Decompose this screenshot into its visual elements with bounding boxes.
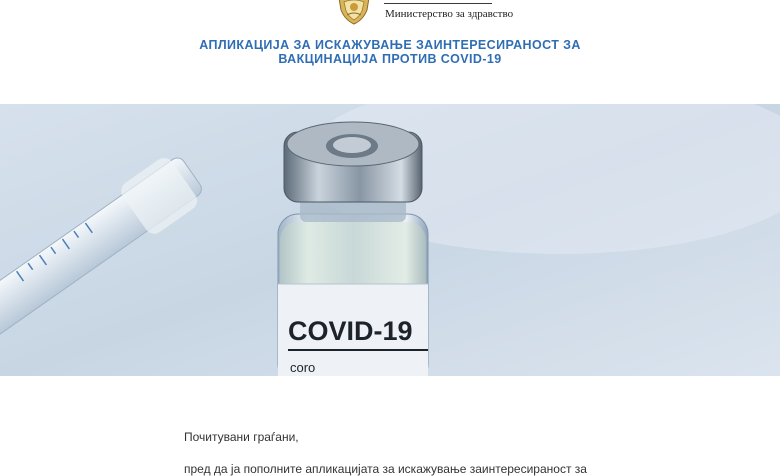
vial-sublabel: coro xyxy=(290,360,316,375)
page-title xyxy=(0,38,780,66)
vaccine-vial-illustration xyxy=(0,104,780,376)
hero-image xyxy=(0,104,780,376)
intro-text: пред да ја пополните апликацијата за искажување заинтересираност за xyxy=(184,462,587,476)
page-header xyxy=(0,0,780,104)
coat-of-arms-icon xyxy=(333,0,375,26)
ministry-divider xyxy=(384,3,492,4)
page-title-line2: ВАКЦИНАЦИЈА ПРОТИВ COVID-19 xyxy=(278,52,502,66)
ministry-name: Министерство за здравство xyxy=(385,8,514,20)
vial-label: COVID-19 xyxy=(288,316,413,346)
content-card xyxy=(8,376,780,476)
greeting-text: Почитувани граѓани, xyxy=(184,430,299,444)
page-title-line1: АПЛИКАЦИЈА ЗА ИСКАЖУВАЊЕ ЗАИНТЕРЕСИРАНОСТ ЗА xyxy=(199,38,581,52)
